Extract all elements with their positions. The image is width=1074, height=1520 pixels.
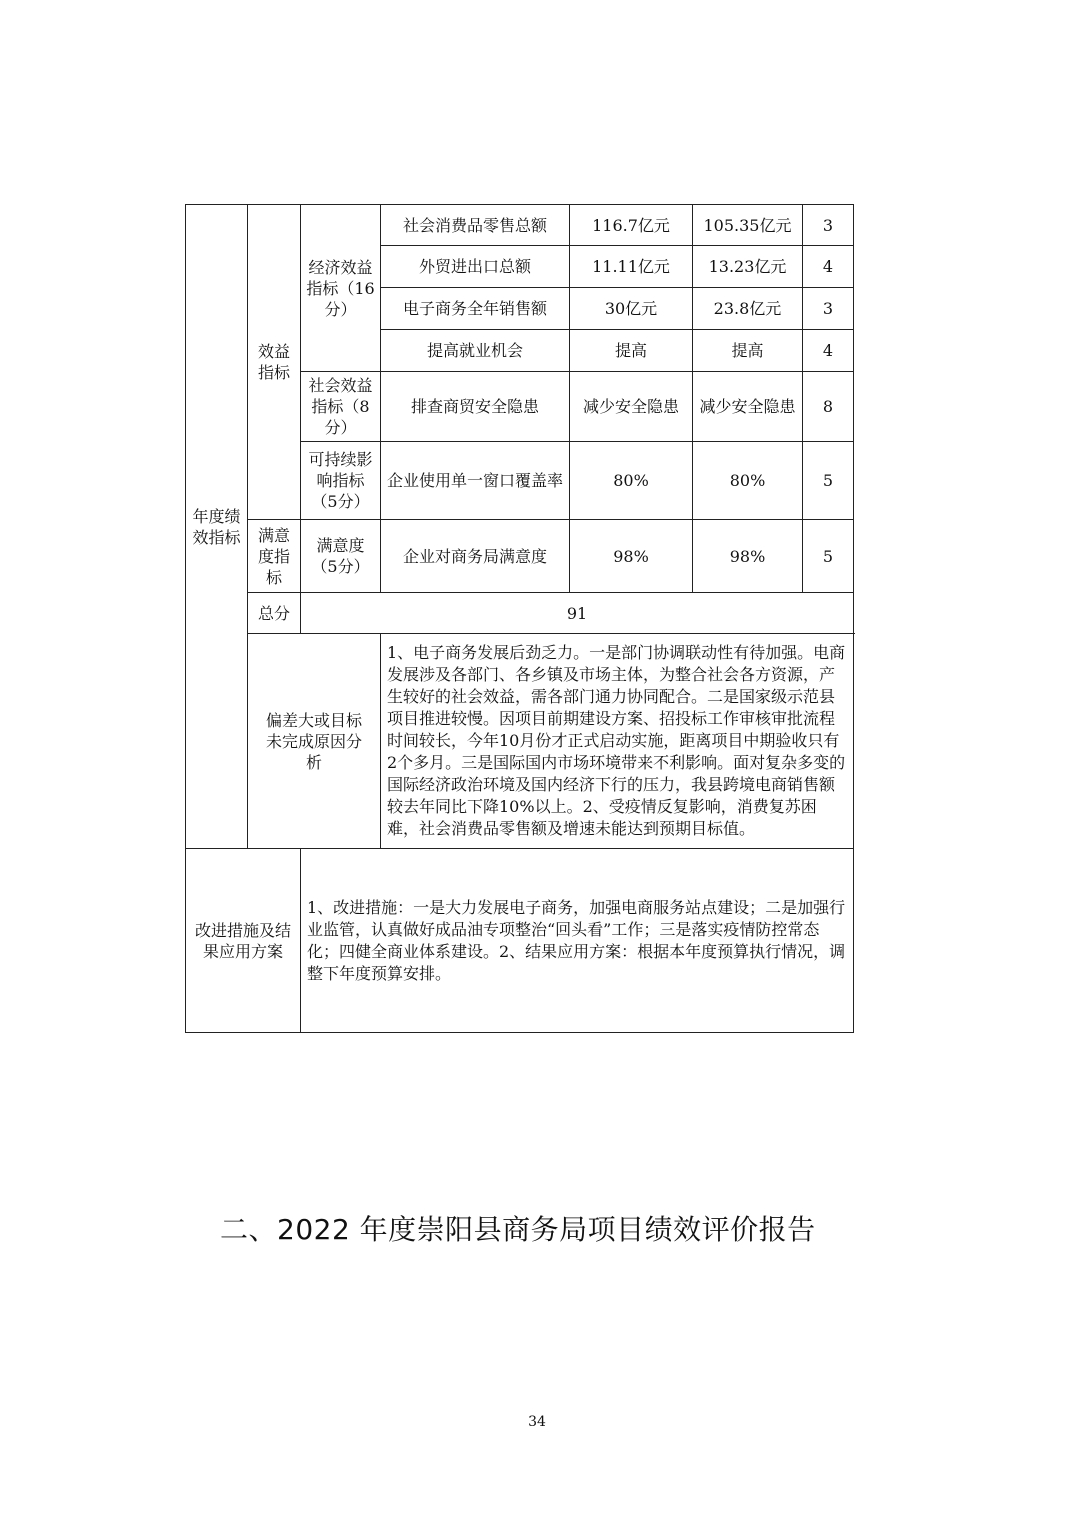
table-row (186, 205, 854, 246)
sustain-label: 可持续影响指标（5分） (301, 442, 381, 520)
actual-cell: 105.35亿元 (693, 205, 803, 246)
deviation-label: 偏差大或目标未完成原因分析 (248, 634, 381, 849)
target-cell: 30亿元 (570, 288, 693, 330)
target-cell: 减少安全隐患 (570, 372, 693, 442)
indicator-cell: 排查商贸安全隐患 (381, 372, 570, 442)
actual-cell: 提高 (693, 330, 803, 372)
section-title: 二、2022 年度崇阳县商务局项目绩效评价报告 (220, 1213, 816, 1246)
target-cell: 11.11亿元 (570, 246, 693, 288)
target-cell: 提高 (570, 330, 693, 372)
score-cell: 4 (803, 246, 854, 288)
actual-cell: 减少安全隐患 (693, 372, 803, 442)
actual-cell: 23.8亿元 (693, 288, 803, 330)
total-row (186, 593, 854, 634)
target-cell: 80% (570, 442, 693, 520)
indicator-cell: 电子商务全年销售额 (381, 288, 570, 330)
improvement-label: 改进措施及结果应用方案 (186, 849, 301, 1033)
category-annual-cell: 年度绩效指标 (186, 205, 248, 849)
satisfaction-label: 满意度（5分） (301, 520, 381, 593)
total-value: 91 (301, 593, 854, 634)
indicator-cell: 外贸进出口总额 (381, 246, 570, 288)
improvement-text: 1、改进措施：一是大力发展电子商务，加强电商服务站点建设；二是加强行业监管，认真做好成品油专项整治“回头看”工作；三是落实疫情防控常态化；四健全商业体系建设。2、结果应用方案：根据本年度预算执行情况，调整下年度预算安排。 (301, 849, 854, 1033)
category-benefit-cell: 效益指标 (248, 205, 301, 520)
deviation-row (186, 634, 854, 849)
score-cell: 5 (803, 520, 854, 593)
score-cell: 5 (803, 442, 854, 520)
score-cell: 4 (803, 330, 854, 372)
social-benefit-label: 社会效益指标（8分） (301, 372, 381, 442)
category-satisfaction-cell: 满意度指标 (248, 520, 301, 593)
table-row (186, 520, 854, 593)
indicator-cell: 提高就业机会 (381, 330, 570, 372)
actual-cell: 80% (693, 442, 803, 520)
actual-cell: 13.23亿元 (693, 246, 803, 288)
score-cell: 8 (803, 372, 854, 442)
indicator-cell: 企业使用单一窗口覆盖率 (381, 442, 570, 520)
target-cell: 98% (570, 520, 693, 593)
improvement-row (186, 849, 854, 1033)
target-cell: 116.7亿元 (570, 205, 693, 246)
deviation-analysis-text: 1、电子商务发展后劲乏力。一是部门协调联动性有待加强。电商发展涉及各部门、各乡镇及市场主体，为整合社会各方资源，产生较好的社会效益，需各部门通力协同配合。二是国家级示范县项目推进较慢。因项目前期建设方案、招投标工作审核审批流程时间较长，今年10月份才正式启动实施，距离项目中期验收只有2个多月。三是国际国内市场环境带来不利影响。面对复杂多变的国际经济政治环境及国内经济下行的压力，我县跨境电商销售额较去年同比下降10%以上。2、受疫情反复影响，消费复苏困难，社会消费品零售额及增速未能达到预期目标值。 (381, 634, 854, 849)
performance-indicator-table (185, 204, 854, 1033)
page-number: 34 (528, 1414, 546, 1430)
total-label: 总分 (248, 593, 301, 634)
score-cell: 3 (803, 205, 854, 246)
indicator-cell: 社会消费品零售总额 (381, 205, 570, 246)
score-cell: 3 (803, 288, 854, 330)
economic-benefit-label: 经济效益指标（16分） (301, 205, 381, 372)
actual-cell: 98% (693, 520, 803, 593)
indicator-cell: 企业对商务局满意度 (381, 520, 570, 593)
